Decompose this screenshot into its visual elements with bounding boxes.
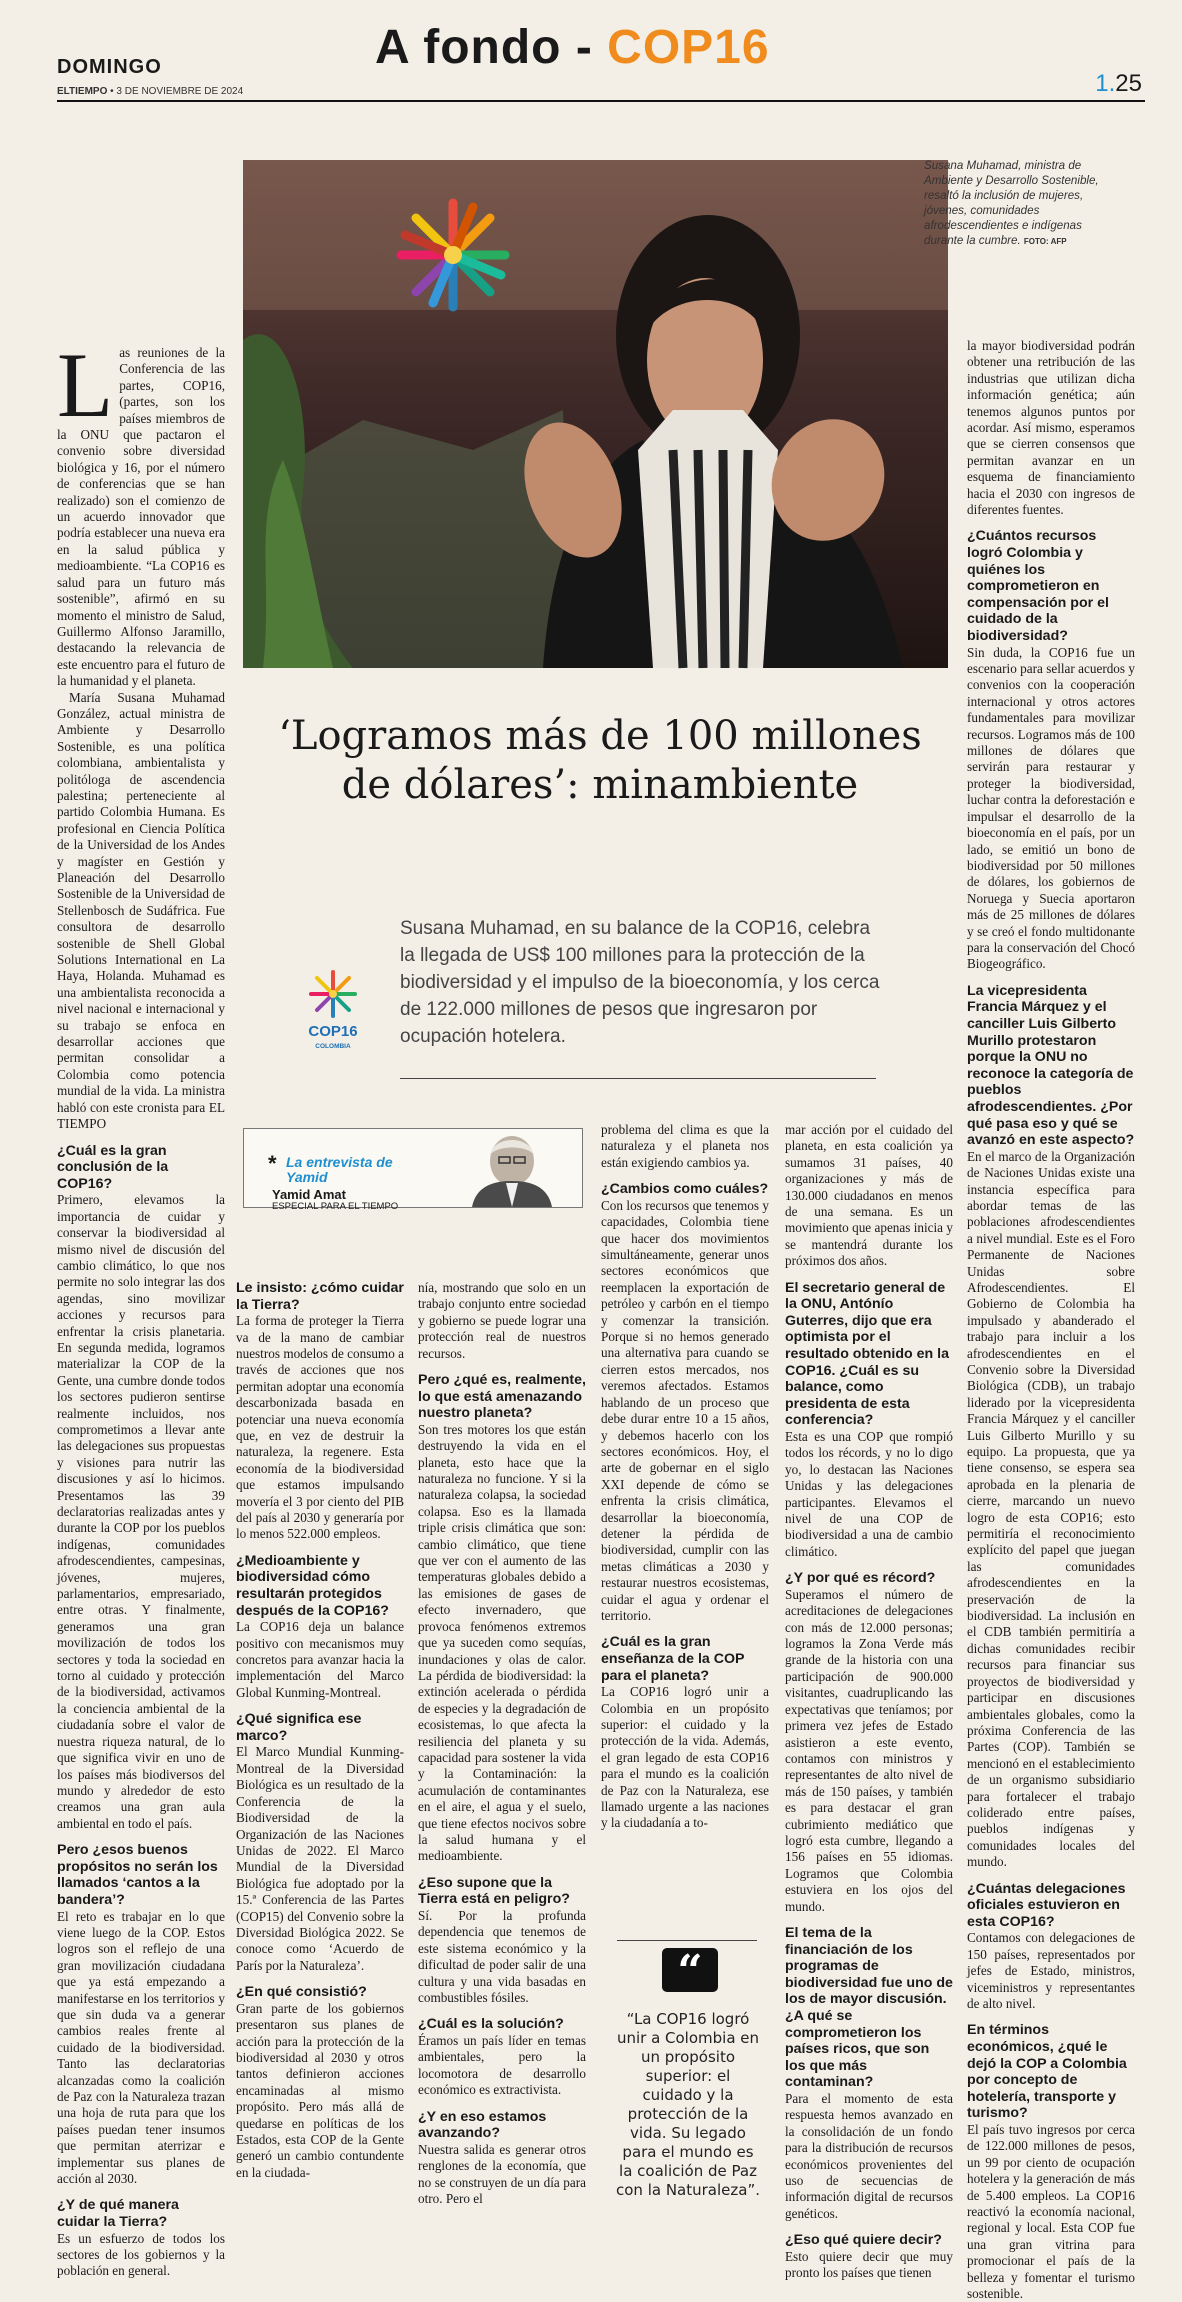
photo-caption [924,158,1099,249]
answer: Sí. Por la profunda dependencia que tenemos de este sistema económico y la dificultad de poder salir de una cultura y una vida basadas en combustibles fósiles. [418,1907,586,2005]
headline: ‘Logramos más de 100 millones de dólares’: minambiente [278,713,922,808]
question: ¿Cuál es la gran enseñanza de la COP para el planeta? [601,1634,745,1684]
logo-wordmark: COP16 [308,1023,358,1040]
question: ¿En qué consistió? [236,1984,367,2001]
question: Pero ¿qué es, realmente, lo que está amenazando nuestro planeta? [418,1372,586,1422]
answer: Primero, elevamos la importancia de cuidar y conservar la biodiversidad al mismo nivel de discusión del cambio climático, lo que nos permite no solo integrar las dos agendas, sino movilizar acciones y recursos para enfrentar la crisis planetaria. En segunda medida, logramos materializar la COP de la Gente, una cumbre donde todos los sectores pudieron sentirse realmente incluidos, nos comprometimos a llevar ante las delegaciones sus propuestas y visiones para nutrir las discusiones y así lo hicimos. Presentamos las 39 declaratorias realizadas antes y durante la COP por los pueblos indígenas, comunidades afrodescendientes, campesinas, jóvenes, mujeres, parlamentarios, empresariado, entre otras. Y finalmente, generamos una gran movilización de todos los sectores y toda la sociedad en torno al cuidado y protección de la biodiversidad, activamos la conciencia ambiental de la ciudadanía sobre el valor de nuestra riqueza natural, de lo que significa vivir en uno de los países más biodiversos del mundo y alrededor de esto creamos una gran aula ambiental en todo el país. [57,1192,225,1831]
byline-kicker: La entrevista de Yamid [286,1154,393,1185]
question: El tema de la financiación de los programas de biodiversidad fue uno de los de mayor discusión. ¿A qué se comprometieron los países ricos, que son los que más contaminan? [785,1924,953,2091]
answer: Sin duda, la COP16 fue un escenario para sellar acuerdos y convenios con la cooperación internacional y otros actores fundamentales para movilizar recursos. Logramos más de 100 millones de dólares que servirán para restaurar y proteger la biodiversidad, luchar contra la deforestación e impulsar el desarrollo de la bioeconomía en el país, por un lado, se emitió un bono de biodiversidad por 50 millones de dólares, los gobiernos de Noruega y Suecia aportaron más de 25 millones de dólares y se creó el fondo multidonante para la conservación del Chocó Biogeográfico. [967,644,1135,972]
paper-name: ELTIEMPO [57,86,108,97]
section-label: DOMINGO [57,56,162,78]
page-title-accent: COP16 [607,21,770,74]
question: ¿Y en eso estamos avanzando? [418,2108,547,2142]
answer: El Marco Mundial Kunming-Montreal de la Diversidad Biológica es un resultado de la Conferencia de la Biodiversidad de la Organización de las Naciones Unidas de 2022. El Marco Mundial de la Diversidad Biológica fue adoptado por la 15.ª Conferencia de las Partes (COP15) del Convenio sobre la Diversidad Biológica 2022. Se conoce como ‘Acuerdo de París por la Naturaleza’. [236,1744,404,1973]
answer: Para el momento de esta respuesta hemos avanzado en la consolidación de un fondo para la distribución de recursos económicos provenientes del uso de secuencias de información digital de recursos genéticos. [785,2090,953,2221]
pullquote: “La COP16 logró unir a Colombia en un propósito superior: el cuidado y la protección de la vida. Su legado para el mundo es la coalición de Paz con la Naturaleza”. [616,2010,760,2199]
answer: Gran parte de los gobiernos presentaron sus planes de acción para la protección de la biodiversidad al 2030 y otros tantos definieron acciones encaminadas al mismo propósito. Pero más allá de quedarse en políticas de los Estados, esta COP de la Gente generó un cambio contundente en la ciudada- [236,2000,404,2180]
page-number-section: 1. [1095,70,1116,97]
svg-text:“: “ [677,1946,703,1997]
question: ¿Eso qué quiere decir? [785,2232,942,2249]
question: ¿Eso supone que la Tierra está en peligro? [418,1874,570,1908]
cop16-logo [305,968,361,1064]
photo-credit: FOTO: AFP [1023,237,1067,246]
answer: problema del clima es que la naturaleza y el planeta nos están exigiendo cambios ya. [601,1122,769,1170]
photo-caption-text: Susana Muhamad, ministra de Ambiente y Desarrollo Sostenible, resaltó la inclusión de mujeres, jóvenes, comunidades afrodescendientes e indígenas durante la cumbre. [924,159,1099,247]
byline-name: Yamid Amat [272,1187,346,1202]
header-rule [57,100,1145,102]
interview-box [243,1128,583,1212]
answer: la mayor biodiversidad podrán obtener una retribución de las industrias que utilizan dicha información genética; aún tenemos algunos puntos por acordar. Así mismo, esperamos que se cierren consensos que permitan avanzar en un esquema de financiamiento hacia el 2030 con ingresos de diferentes fuentes. [967,338,1135,518]
asterisk-icon: * [268,1151,277,1176]
intro-text: as reuniones de la Conferencia de las partes, COP16, (partes, son los países miembros de la ONU que pactaron el convenio sobre diversidad biológica y 16, por el número de conferencias que se han realizado) son el comienzo de un acuerdo innovador que podría establecer una nueva era en la salud pública y medioambiente. “La COP16 es salud para un futuro más sostenible”, afirmó en su momento el ministro de Salud, Guillermo Alfonso Jaramillo, destacando la relevancia de este encuentro para el futuro de la humanidad y el planeta. [57,345,225,689]
answer: Contamos con delegaciones de 150 países, representados por jefes de Estado, ministros, viceministros y representantes de alto nivel. [967,1930,1135,2011]
question: ¿Qué significa ese marco? [236,1711,362,1744]
column-5 [785,1122,953,2282]
question: ¿Cuántos recursos logró Colombia y quiénes los comprometieron en compensación por el cuidado de la biodiversidad? [967,528,1109,645]
answer: El país tuvo ingresos por cerca de 122.000 millones de pesos, un 99 por ciento de ocupación hotelera y la generación de más de 5.400 empleos. La COP16 reactivó la economía nacional, regional y local. Esta COP fue una gran vitrina para promocionar el país de la belleza y fomentar el turismo sostenible. [967,2121,1135,2301]
page-title [375,20,770,75]
answer: El reto es trabajar en lo que viene luego de la COP. Estos logros son el reflejo de una gran movilización ciudadana que ya está empezando a manifestarse en los territorios y que sin duda va a generar cambios reales frente al cuidado de la biodiversidad. Tanto las declaratorias alcanzadas como la coalición de Paz con la Naturaleza trazan una hoja de ruta para que los países puedan tener insumos que permitan aterrizar e implementar sus planes de acción al 2030. [57,1908,225,2186]
answer: La forma de proteger la Tierra va de la mano de cambiar nuestros modelos de consumo a través de acciones que nos permitan adoptar una economía descarbonizada basada en potenciar una nueva economía que, en vez de destruir la naturaleza, la regenere. Esta economía de la biodiversidad que estamos impulsando movería el 3 por ciento del PIB del país al 2030 y generaría por lo menos 522.000 empleos. [236,1313,404,1542]
question: ¿Cuántas delegaciones oficiales estuvieron en esta COP16? [967,1880,1126,1930]
question: ¿Y por qué es récord? [785,1570,936,1587]
answer: Son tres motores los que están destruyendo la vida en el planeta, esto hace que la naturaleza no funcione. Y si la naturaleza colapsa, la sociedad colapsa. Eso es la llamada triple crisis climática que son: cambio climático, que tiene que ver con el aumento de las temperaturas globales debido a las emisiones de gases de efecto invernadero, que provoca fenómenos extremos que ya suceden como sequías, inundaciones y olas de calor. La pérdida de biodiversidad: la extinción acelerada o pérdida de especies y la degradación de ecosistemas, lo que afecta la resiliencia del planeta y su capacidad para sostener la vida y la Contaminación: la acumulación de contaminantes en el aire, el agua y el suelo, que tiene efectos nocivos sobre la salud humana y el medioambiente. [418,1421,586,1864]
question: ¿Cuál es la gran conclusión de la COP16? [57,1142,169,1192]
column-6 [967,338,1135,2302]
author-portrait [462,1133,562,1207]
question: ¿Cuál es la solución? [418,2016,564,2033]
answer: La COP16 deja un balance positivo con mecanismos muy concretos para avanzar hacia la implementación del Marco Global Kunming-Montreal. [236,1619,404,1700]
column-4 [601,1122,769,1832]
page-title-main: A fondo - [375,21,593,74]
column-3 [418,1280,586,2207]
answer: Superamos el número de acreditaciones de delegaciones con más de 12.000 personas; logramos la Zona Verde más grande de la historia con una participación de 900.000 visitantes, cuadruplicando las expectativas que teníamos; por primera vez jefes de Estado asistieron a este evento, contamos con ministros y representantes de alto nivel de más de 150 países, y también es para destacar el gran cubrimiento mediático que logró esta cumbre, llegando a 156 países en 55 idiomas. Logramos que Colombia estuviera en los ojos del mundo. [785,1586,953,1914]
lede: Susana Muhamad, en su balance de la COP16, celebra la llegada de US$ 100 millones para la protección de la biodiversidad y el impulso de la bioeconomía, y los cerca de 122.000 millones de pesos que ingresaron por ocupación hotelera. [400,918,880,1047]
question: Le insisto: ¿cómo cuidar la Tierra? [236,1280,404,1313]
question: ¿Cambios como cuáles? [601,1181,769,1198]
quote-icon [620,1940,760,2000]
answer: Éramos un país líder en temas ambientales, pero la locomotora de desarrollo económico es extractivista. [418,2033,586,2098]
bio-paragraph: María Susana Muhamad González, actual ministra de Ambiente y Desarrollo Sostenible, es una política colombiana, ambientalista y politóloga de ascendencia palestina; perteneciente al partido Colombia Humana. Es profesional en Ciencia Política de la Universidad de los Andes y magíster en Gestión y Planeación del Desarrollo Sostenible de la Universidad de Stellenbosch de Sudáfrica. Fue consultora de desarrollo sostenible de Shell Global Solutions International en La Haya, Holanda. Muhamad es una ambientalista reconocida a nivel nacional e internacional y su trabajo se enfoca en desarrollar acciones que permitan consolidar a Colombia como potencia mundial de la vida. La ministra habló con este cronista para EL TIEMPO [57,689,225,1132]
issue-date: • 3 DE NOVIEMBRE DE 2024 [110,86,244,97]
question: El secretario general de la ONU, Antónío Guterres, dijo que era optimista por el resultado obtenido en la COP16. ¿Cuál es su balance, como presidenta de esta conferencia? [785,1279,949,1429]
column-2 [236,1280,404,2181]
drop-cap: L [57,334,114,436]
page-number-value: 25 [1115,70,1142,97]
answer: Es un esfuerzo de todos los sectores de los gobiernos y la población en general. [57,2230,225,2279]
answer: En el marco de la Organización de Naciones Unidas existe una instancia específica para abordar temas de las poblaciones afrodescendientes a nivel mundial. Este es el Foro Permanente de Naciones Unidas sobre Afrodescendientes. El Gobierno de Colombia ha impulsado y abanderado el trabajo para incluir a los afrodescendientes en el Convenio sobre la Diversidad Biológica (CDB), un trabajo liderado por la vicepresidenta Francia Márquez y el canciller Luis Gilberto Murillo y su equipo. La propuesta, que ya tiene consenso, se espera sea aprobada en la plenaria de cierre, marcando un nuevo logro de esta COP16; esto permitiría el reconocimiento explícito del papel que juegan las comunidades afrodescendientes en la preservación de la biodiversidad. La inclusión en el CDB también permitiría a dichas comunidades recibir recursos para financiar sus proyectos de biodiversidad y participar en discusiones ambientales globales, como la próxima Conferencia de las Partes (COP). También se mencionó en el establecimiento de un organismo subsidiario para fortalecer el trabajo coliderado entre países, pueblos indígenas y comunidades locales del mundo. [967,1148,1135,1870]
main-photo [243,160,948,668]
question: ¿Y de qué manera cuidar la Tierra? [57,2197,179,2230]
column-1 [57,334,225,2280]
question: ¿Medioambiente y biodiversidad cómo resultarán protegidos después de la COP16? [236,1552,389,1619]
answer: Con los recursos que tenemos y capacidades, Colombia tiene que hacer dos movimientos simultáneamente, generar unos sectores económicos que reemplacen la exportación de petróleo y carbón en el tiempo y comenzar la transición. Porque si no hemos generado una alternativa para cuando se cierren estos mercados, nos veremos afectados. Estamos hablando de un proceso que debe durar entre 10 a 15 años, y debemos hacerlo con los sectores económicos. Hoy, el arte de gobernar en el siglo XXI depende de cómo se enfrenta la crisis climática, desarrollar la bioeconomía, detener la pérdida de biodiversidad, cumplir con las metas climáticas a 2030 y restaurar nuestros ecosistemas, cuidar el agua y ordenar el territorio. [601,1197,769,1623]
dateline [57,86,243,97]
answer: La COP16 logró unir a Colombia en un propósito superior: el cuidado y la protección de la vida. Además, el gran legado de esta COP16 para el mundo es la coalición de Paz con la Naturaleza, ese llamado urgente a las naciones y la ciudadanía a to- [601,1684,769,1831]
logo-country: COLOMBIA [315,1043,351,1050]
byline-role: ESPECIAL PARA EL TIEMPO [272,1201,399,1212]
answer: nía, mostrando que solo en un trabajo conjunto entre sociedad y gobierno se puede lograr una protección real de nuestros recursos. [418,1280,586,1361]
lede-rule [400,1078,876,1079]
question: Pero ¿esos buenos propósitos no serán los llamados ‘cantos a la bandera’? [57,1842,218,1908]
answer: Esto quiere decir que muy pronto los países que tienen [785,2248,953,2281]
answer: Esta es una COP que rompió todos los récords, y no lo digo yo, lo destacan las Naciones Unidas y las delegaciones participantes. Elevamos el nivel de una COP de biodiversidad a una de cambio climático. [785,1429,953,1559]
question: En términos económicos, ¿qué le dejó la COP a Colombia por concepto de hotelería, transporte y turismo? [967,2022,1127,2122]
answer: mar acción por el cuidado del planeta, en esta coalición ya sumamos 31 países, 40 organizaciones y más de 130.000 ciudadanos en menos de una semana. Es un movimiento que apenas inicia y se mantendrá durante los próximos dos años. [785,1122,953,1269]
answer: Nuestra salida es generar otros renglones de la economía, que no se construyen de un día para otro. Pero el [418,2141,586,2207]
page-number [1095,70,1142,98]
question: La vicepresidenta Francia Márquez y el canciller Luis Gilberto Murillo protestaron porque la ONU no reconoce la categoría de pueblos afrodescendientes. ¿Por qué pasa eso y qué se avanzó en este aspecto? [967,982,1135,1149]
